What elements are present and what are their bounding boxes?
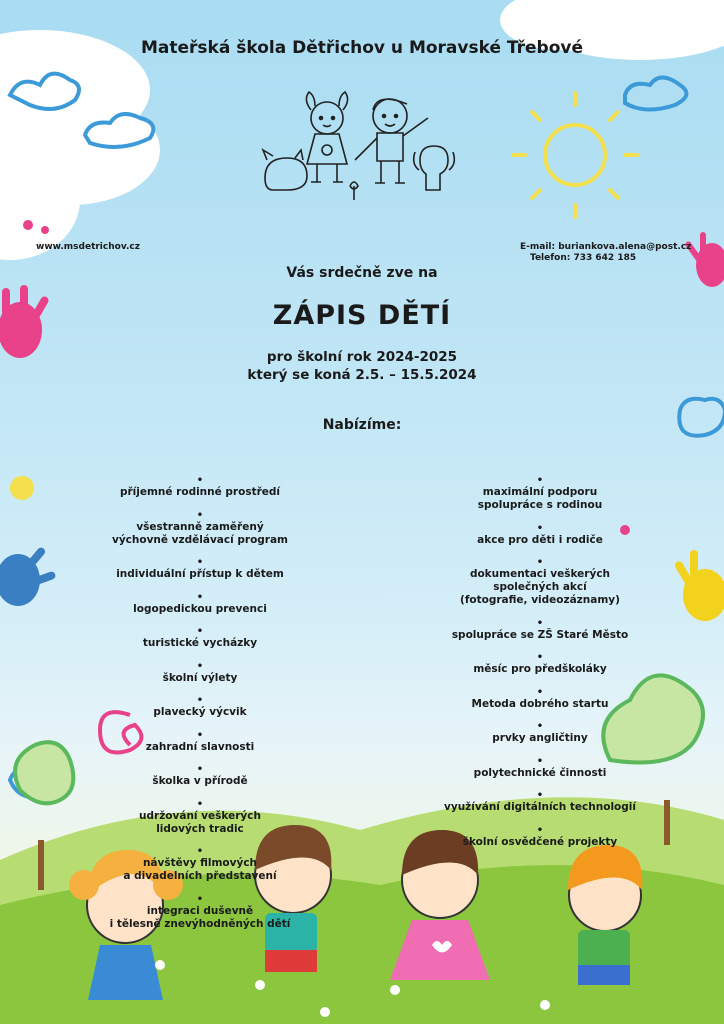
list-item: • logopedickou prevenci: [75, 593, 325, 616]
list-item: • školní výlety: [75, 662, 325, 685]
school-logo-children-drawing: [255, 88, 465, 203]
page-title: ZÁPIS DĚTÍ: [272, 300, 452, 331]
list-item: • prvky angličtiny: [415, 722, 665, 745]
list-item: • spolupráce se ZŠ Staré Město: [415, 619, 665, 642]
enrollment-dates: který se koná 2.5. – 15.5.2024: [247, 367, 477, 383]
contact-phone: Telefon: 733 642 185: [530, 253, 637, 263]
sun-icon: [513, 93, 637, 217]
handprint-blue-icon: [0, 546, 57, 606]
offer-list-left: [75, 476, 325, 942]
list-item: • Metoda dobrého startu: [415, 688, 665, 711]
list-item: • návštěvy filmových a divadelních představení: [75, 847, 325, 883]
list-item: • školka v přírodě: [75, 765, 325, 788]
list-item: • využívání digitálních technologií: [415, 791, 665, 814]
offer-list-right: [415, 476, 665, 860]
list-item: • udržování veškerých lidových tradic: [75, 800, 325, 836]
list-item: • individuální přístup k dětem: [75, 558, 325, 581]
list-item: • příjemné rodinné prostředí: [75, 476, 325, 499]
invitation-intro: Vás srdečně zve na: [286, 265, 438, 281]
contact-email[interactable]: E-mail: buriankova.alena@post.cz: [520, 242, 692, 252]
small-sun-icon: [10, 476, 34, 500]
offer-heading: Nabízíme:: [322, 417, 402, 433]
school-name: Mateřská škola Dětřichov u Moravské Třebové: [140, 38, 584, 58]
list-item: • plavecký výcvik: [75, 696, 325, 719]
handprint-yellow-icon: [674, 550, 724, 621]
school-year: pro školní rok 2024-2025: [266, 349, 458, 365]
list-item: • dokumentaci veškerých společných akcí (fotografie, videozáznamy): [415, 558, 665, 607]
list-item: • akce pro děti i rodiče: [415, 524, 665, 547]
website-link[interactable]: www.msdetrichov.cz: [36, 242, 140, 252]
list-item: • polytechnické činnosti: [415, 757, 665, 780]
list-item: • všestranně zaměřený výchovně vzdělávací program: [75, 511, 325, 547]
list-item: • měsíc pro předškoláky: [415, 653, 665, 676]
list-item: • školní osvědčené projekty: [415, 826, 665, 849]
list-item: • maximální podporu spolupráce s rodinou: [415, 476, 665, 512]
list-item: • integraci duševně i tělesně znevýhodněných dětí: [75, 895, 325, 931]
list-item: • turistické vycházky: [75, 627, 325, 650]
list-item: • zahradní slavnosti: [75, 731, 325, 754]
